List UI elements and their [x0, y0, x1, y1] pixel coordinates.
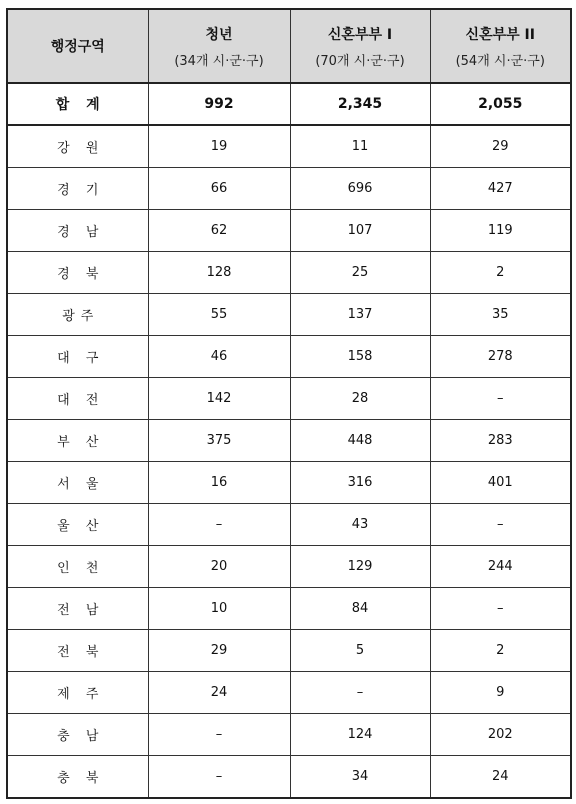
- cell-region: 경 북: [7, 252, 148, 294]
- header-newlywed2-label: 신혼부부 II: [465, 26, 535, 43]
- cell-newlywed2: 283: [430, 420, 571, 462]
- header-newlywed1-sub: (70개 시·군·구): [315, 53, 405, 69]
- table-row: [7, 588, 571, 630]
- cell-newlywed1: 448: [290, 420, 430, 462]
- total-youth: 992: [148, 83, 290, 125]
- cell-newlywed2: 427: [430, 168, 571, 210]
- cell-newlywed1: 124: [290, 714, 430, 756]
- cell-newlywed1: 43: [290, 504, 430, 546]
- total-row: [7, 83, 571, 125]
- header-newlywed1-label: 신혼부부 I: [327, 26, 393, 43]
- total-label: 합 계: [7, 83, 148, 125]
- cell-region: 전 북: [7, 630, 148, 672]
- cell-newlywed2: 2: [430, 630, 571, 672]
- cell-region: 인 천: [7, 546, 148, 588]
- cell-newlywed1: 137: [290, 294, 430, 336]
- cell-newlywed2: –: [430, 378, 571, 420]
- cell-youth: 29: [148, 630, 290, 672]
- cell-newlywed1: 129: [290, 546, 430, 588]
- cell-newlywed2: 9: [430, 672, 571, 714]
- cell-region: 부 산: [7, 420, 148, 462]
- header-newlywed2: [430, 9, 571, 83]
- cell-youth: –: [148, 714, 290, 756]
- cell-region: 충 북: [7, 756, 148, 799]
- cell-region: 충 남: [7, 714, 148, 756]
- cell-newlywed2: 119: [430, 210, 571, 252]
- cell-youth: 20: [148, 546, 290, 588]
- header-region: [7, 9, 148, 83]
- table-row: [7, 630, 571, 672]
- district-count-table: [6, 8, 572, 799]
- cell-region: 전 남: [7, 588, 148, 630]
- cell-region: 경 남: [7, 210, 148, 252]
- cell-region: 광주: [7, 294, 148, 336]
- cell-youth: –: [148, 756, 290, 799]
- cell-newlywed2: 35: [430, 294, 571, 336]
- cell-newlywed2: –: [430, 588, 571, 630]
- cell-newlywed2: 29: [430, 125, 571, 168]
- table-row: [7, 378, 571, 420]
- table-row: [7, 168, 571, 210]
- cell-newlywed1: 5: [290, 630, 430, 672]
- cell-region: 서 울: [7, 462, 148, 504]
- cell-youth: 55: [148, 294, 290, 336]
- table-row: [7, 462, 571, 504]
- cell-newlywed1: 316: [290, 462, 430, 504]
- cell-youth: 375: [148, 420, 290, 462]
- cell-region: 경 기: [7, 168, 148, 210]
- cell-region: 강 원: [7, 125, 148, 168]
- cell-newlywed1: 28: [290, 378, 430, 420]
- cell-newlywed2: 401: [430, 462, 571, 504]
- header-newlywed2-sub: (54개 시·군·구): [455, 53, 545, 69]
- cell-region: 대 전: [7, 378, 148, 420]
- cell-youth: 19: [148, 125, 290, 168]
- table-row: [7, 420, 571, 462]
- cell-youth: 62: [148, 210, 290, 252]
- cell-newlywed1: 25: [290, 252, 430, 294]
- cell-newlywed2: 244: [430, 546, 571, 588]
- cell-youth: –: [148, 504, 290, 546]
- cell-newlywed1: 158: [290, 336, 430, 378]
- cell-newlywed2: 2: [430, 252, 571, 294]
- table-row: [7, 210, 571, 252]
- table-row: [7, 504, 571, 546]
- total-newlywed2: 2,055: [430, 83, 571, 125]
- table-row: [7, 714, 571, 756]
- cell-newlywed1: 107: [290, 210, 430, 252]
- cell-newlywed1: –: [290, 672, 430, 714]
- cell-youth: 24: [148, 672, 290, 714]
- cell-newlywed1: 11: [290, 125, 430, 168]
- cell-region: 제 주: [7, 672, 148, 714]
- cell-newlywed1: 84: [290, 588, 430, 630]
- cell-newlywed1: 34: [290, 756, 430, 799]
- header-newlywed1: [290, 9, 430, 83]
- table-row: [7, 672, 571, 714]
- header-youth-label: 청년: [205, 26, 233, 43]
- header-youth-sub: (34개 시·군·구): [174, 53, 264, 69]
- table-row: [7, 336, 571, 378]
- header-region-label: 행정구역: [50, 39, 105, 55]
- table-header-row: [7, 9, 571, 83]
- cell-youth: 142: [148, 378, 290, 420]
- header-youth: [148, 9, 290, 83]
- cell-youth: 128: [148, 252, 290, 294]
- table-row: [7, 252, 571, 294]
- table-row: [7, 125, 571, 168]
- cell-youth: 10: [148, 588, 290, 630]
- cell-newlywed2: 202: [430, 714, 571, 756]
- table-row: [7, 546, 571, 588]
- cell-region: 대 구: [7, 336, 148, 378]
- cell-youth: 66: [148, 168, 290, 210]
- cell-newlywed2: –: [430, 504, 571, 546]
- cell-newlywed1: 696: [290, 168, 430, 210]
- cell-newlywed2: 278: [430, 336, 571, 378]
- total-newlywed1: 2,345: [290, 83, 430, 125]
- cell-newlywed2: 24: [430, 756, 571, 799]
- cell-youth: 46: [148, 336, 290, 378]
- table-row: [7, 756, 571, 799]
- cell-region: 울 산: [7, 504, 148, 546]
- table-row: [7, 294, 571, 336]
- cell-youth: 16: [148, 462, 290, 504]
